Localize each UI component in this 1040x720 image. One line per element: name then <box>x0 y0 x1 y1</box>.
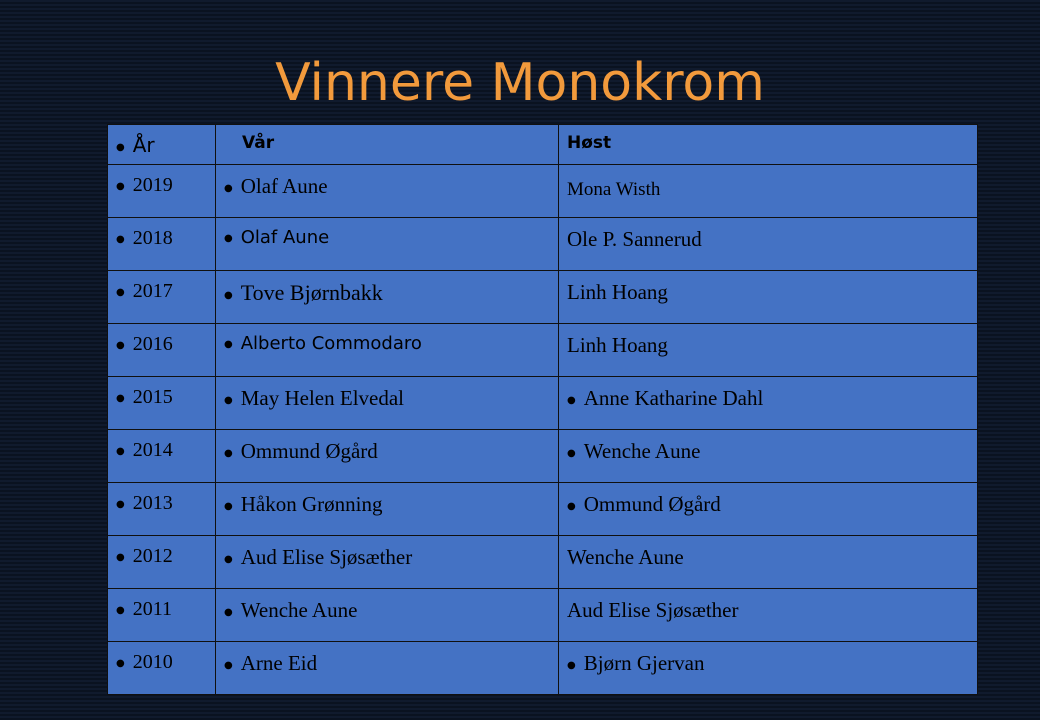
spring-winner: Ommund Øgård <box>240 439 378 463</box>
table-row <box>108 483 978 536</box>
bullet-icon: ● <box>116 181 125 192</box>
autumn-cell <box>559 218 978 271</box>
year-cell <box>108 536 216 589</box>
table-row <box>108 218 978 271</box>
table-row <box>108 377 978 430</box>
header-spring: Vår <box>242 133 275 153</box>
bullet-icon: ● <box>224 554 233 565</box>
autumn-winner: Wenche Aune <box>567 545 684 569</box>
bullet-icon: ● <box>224 448 233 459</box>
autumn-cell <box>559 483 978 536</box>
spring-cell <box>216 377 559 430</box>
bullet-icon: ● <box>224 660 233 671</box>
bullet-icon: ● <box>116 393 125 404</box>
spring-winner: Aud Elise Sjøsæther <box>240 545 413 569</box>
bullet-icon: ● <box>567 501 576 512</box>
table-row <box>108 642 978 695</box>
year-cell <box>108 589 216 642</box>
table-row <box>108 165 978 218</box>
autumn-winner: Linh Hoang <box>567 333 668 357</box>
autumn-cell <box>559 377 978 430</box>
year-value: 2012 <box>132 545 173 567</box>
bullet-icon: ● <box>224 233 233 244</box>
year-value: 2016 <box>132 333 173 355</box>
year-cell <box>108 324 216 377</box>
autumn-cell <box>559 589 978 642</box>
bullet-icon: ● <box>116 446 125 457</box>
year-value: 2013 <box>132 492 173 514</box>
spring-winner: Wenche Aune <box>240 598 358 622</box>
year-value: 2014 <box>132 439 173 461</box>
table-header-row <box>108 125 978 165</box>
table-row <box>108 589 978 642</box>
year-cell <box>108 483 216 536</box>
year-value: 2010 <box>132 651 173 673</box>
bullet-icon: ● <box>116 340 125 351</box>
header-autumn: Høst <box>567 133 612 153</box>
header-year: År <box>132 133 155 157</box>
bullet-icon: ● <box>224 290 233 301</box>
spring-cell <box>216 165 559 218</box>
spring-cell <box>216 589 559 642</box>
spring-cell <box>216 536 559 589</box>
spring-winner: Håkon Grønning <box>240 492 383 516</box>
header-autumn-cell <box>559 125 978 165</box>
bullet-icon: ● <box>116 499 125 510</box>
autumn-cell <box>559 430 978 483</box>
spring-cell <box>216 218 559 271</box>
bullet-icon: ● <box>116 552 125 563</box>
year-cell <box>108 430 216 483</box>
winners-table <box>107 124 978 695</box>
year-value: 2019 <box>132 174 173 196</box>
autumn-cell <box>559 324 978 377</box>
year-value: 2018 <box>132 227 173 249</box>
autumn-cell <box>559 642 978 695</box>
spring-cell <box>216 430 559 483</box>
spring-winner: Arne Eid <box>240 651 318 675</box>
bullet-icon: ● <box>567 395 576 406</box>
bullet-icon: ● <box>224 501 233 512</box>
table-row <box>108 536 978 589</box>
bullet-icon: ● <box>116 658 125 669</box>
table-row <box>108 324 978 377</box>
bullet-icon: ● <box>224 339 233 350</box>
bullet-icon: ● <box>224 183 233 194</box>
bullet-icon: ● <box>116 605 125 616</box>
spring-winner: Olaf Aune <box>240 227 330 248</box>
slide-title: Vinnere Monokrom <box>275 53 765 113</box>
year-cell <box>108 377 216 430</box>
table-row <box>108 430 978 483</box>
bullet-icon: ● <box>224 395 233 406</box>
autumn-winner: Bjørn Gjervan <box>583 651 705 675</box>
bullet-icon: ● <box>567 448 576 459</box>
year-cell <box>108 271 216 324</box>
bullet-icon: ● <box>116 142 125 153</box>
autumn-winner: Ole P. Sannerud <box>567 227 702 251</box>
spring-winner: Tove Bjørnbakk <box>240 280 383 305</box>
bullet-icon: ● <box>224 607 233 618</box>
bullet-icon: ● <box>116 287 125 298</box>
autumn-cell <box>559 165 978 218</box>
spring-cell <box>216 271 559 324</box>
header-spring-cell <box>216 125 559 165</box>
year-cell <box>108 218 216 271</box>
autumn-winner: Wenche Aune <box>583 439 701 463</box>
spring-cell <box>216 483 559 536</box>
autumn-winner: Mona Wisth <box>567 179 661 200</box>
year-value: 2017 <box>132 280 173 302</box>
year-cell <box>108 642 216 695</box>
autumn-winner: Linh Hoang <box>567 280 668 304</box>
bullet-icon: ● <box>116 234 125 245</box>
year-value: 2015 <box>132 386 173 408</box>
header-year-cell <box>108 125 216 165</box>
spring-winner: Alberto Commodaro <box>240 333 422 354</box>
autumn-cell <box>559 271 978 324</box>
year-cell <box>108 165 216 218</box>
spring-cell <box>216 324 559 377</box>
spring-winner: May Helen Elvedal <box>240 386 405 410</box>
autumn-winner: Aud Elise Sjøsæther <box>567 598 739 622</box>
autumn-cell <box>559 536 978 589</box>
year-value: 2011 <box>132 598 172 620</box>
autumn-winner: Anne Katharine Dahl <box>583 386 764 410</box>
table-row <box>108 271 978 324</box>
bullet-icon: ● <box>567 660 576 671</box>
autumn-winner: Ommund Øgård <box>583 492 721 516</box>
spring-cell <box>216 642 559 695</box>
spring-winner: Olaf Aune <box>240 174 328 198</box>
